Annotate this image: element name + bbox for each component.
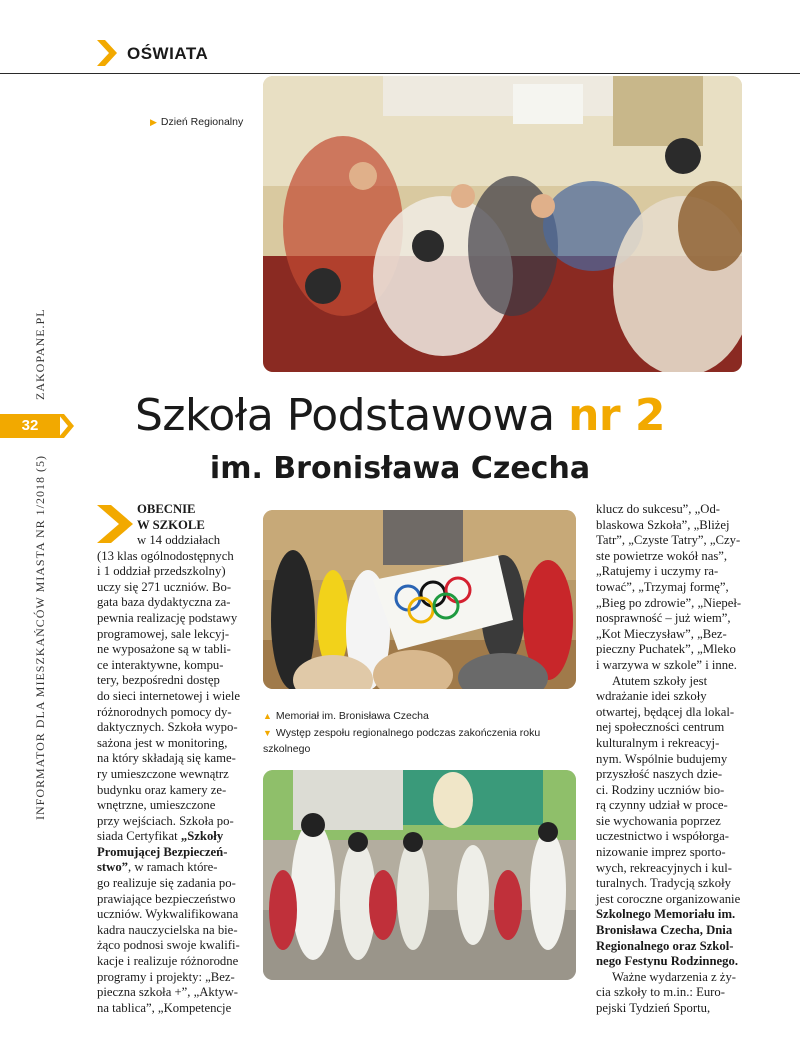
caption-bottom-text: Występ zespołu regionalnego podczas zakończenia roku szkolnego — [263, 727, 541, 755]
col1-line: prawiające bezpieczeństwo — [97, 891, 236, 906]
col1-line: ce interaktywne, kompu- — [97, 657, 224, 672]
col3-line: blaskowa Szkoła”, „Bliżej — [596, 517, 730, 532]
col3-line: „Bieg po zdrowie”, „Niepeł- — [596, 595, 742, 610]
col3-line: turalnych. Tradycją szkoły — [596, 876, 731, 891]
col3-line: „Kot Mieczysław”, „Bez- — [596, 626, 727, 641]
section-title: OŚWIATA — [127, 44, 209, 63]
col3-line: ci. Rodziny uczniów bio- — [596, 782, 725, 797]
col3-line: wych, rekreacyjnych i kul- — [596, 860, 732, 875]
col3-line: przyszłość naszych dzie- — [596, 767, 723, 782]
col3-line: nizowanie imprez sporto- — [596, 845, 726, 860]
photo-regional-day — [263, 76, 742, 372]
col3-line: nej społeczności centrum — [596, 720, 725, 735]
col3-line: wdrażanie idei szkoły — [596, 689, 707, 704]
cert-bold: stwo” — [97, 860, 129, 875]
col1-line: wnętrzne, umieszczone — [97, 798, 216, 813]
col1-line: kadra nauczycielska na bie- — [97, 922, 238, 937]
col3-line: kulturalnym i rekreacyj- — [596, 735, 720, 750]
title-main: Szkoła Podstawowa — [134, 390, 555, 441]
col1-line: siada Certyfikat — [97, 829, 178, 844]
col1-line: żąco podnosi swoje kwalifi- — [97, 938, 240, 953]
sidebar-publication: INFORMATOR DLA MIESZKAŃCÓW MIASTA NR 1/2018 (5) — [33, 455, 47, 820]
col3-line: „Ratujemy i uczymy ra- — [596, 564, 719, 579]
col3-line: Tatr”, „Czyste Tatry”, „Czy- — [596, 533, 741, 548]
col3-line: otwartej, będącej dla lokal- — [596, 704, 735, 719]
col3-line: Ważne wydarzenia z ży- — [612, 969, 737, 984]
col1-line: sażona jest w monitoring, — [97, 735, 228, 750]
col3-bold-line: Szkolnego Memoriału im. — [596, 907, 736, 922]
col1-line: uczniów. Wykwalifikowana — [97, 907, 239, 922]
col1-line: daktycznych. Szkoła wypo- — [97, 720, 238, 735]
col3-line: pejski Tydzień Sportu, — [596, 1001, 711, 1015]
col3-line: tować”, „Trzymaj formę”, — [596, 579, 729, 594]
col3-line: uczestnictwo i współorga- — [596, 829, 729, 844]
caption-bottom — [263, 725, 588, 757]
article-lead — [137, 502, 257, 533]
col3-line: sie wychowania poprzez — [596, 813, 721, 828]
col1-line: tery, bezpośredni dostęp — [97, 673, 220, 688]
col1-line: na który składają się kame- — [97, 751, 236, 766]
col1-line: programowej, sale lekcyj- — [97, 626, 230, 641]
col3-line: rą czynny udział w proce- — [596, 798, 728, 813]
page-number: 32 — [0, 414, 60, 438]
col3-line: jest coroczne organizowanie — [596, 891, 741, 906]
sidebar-site: ZAKOPANE.PL — [33, 308, 47, 400]
col3-line: klucz do sukcesu”, „Od- — [596, 502, 721, 516]
col1-line: przy wejściach. Szkoła po- — [97, 813, 234, 828]
col3-line: pieczny Puchatek”, „Mleko — [596, 642, 736, 657]
col1-cert-line — [97, 829, 257, 845]
section-chevron-icon — [97, 40, 117, 66]
title-accent: nr 2 — [568, 390, 666, 441]
caption-down-arrow-icon: ▼ — [263, 728, 272, 738]
caption-up-arrow-icon: ▲ — [263, 711, 272, 721]
col1-line: na tablica”, „Kompetencje — [97, 1000, 232, 1015]
col1-line: różnorodnych pomocy dy- — [97, 704, 232, 719]
col3-line: Atutem szkoły jest — [612, 673, 708, 688]
col3-line: ste powietrze wokół nas”, — [596, 548, 728, 563]
caption-middle — [263, 708, 583, 724]
col3-line: nym. Wspólnie budujemy — [596, 751, 728, 766]
col1-line: programy i projekty: „Bez- — [97, 969, 235, 984]
cert-bold: Promującej Bezpieczeń- — [97, 844, 228, 859]
col1-line: go realizuje się zadania po- — [97, 876, 236, 891]
page-title — [0, 390, 800, 441]
col3-bold-line: Bronisława Czecha, Dnia — [596, 923, 733, 938]
article-column-1 — [97, 533, 257, 1016]
lead-line-1: OBECNIE — [137, 502, 196, 516]
col3-bold-line: Regionalnego oraz Szkol- — [596, 938, 734, 953]
col1-line: ne wyposażone są w tabli- — [97, 642, 231, 657]
photo-folk-performance — [263, 770, 576, 980]
col1-line: i 1 oddział przedszkolny) — [97, 564, 226, 579]
col3-line: nosprawność – już wiem”, — [596, 611, 731, 626]
col1-line: uczy się 271 uczniów. Bo- — [97, 579, 232, 594]
col1-line: do sieci internetowej i wiele — [97, 688, 241, 703]
col1-line: pewnia realizację podstawy — [97, 610, 238, 625]
col3-bold-line: nego Festynu Rodzinnego. — [596, 954, 739, 969]
col3-line: cia szkoły to m.in.: Euro- — [596, 985, 725, 1000]
cert-bold: „Szkoły — [180, 829, 224, 844]
col1-line: w 14 oddziałach — [137, 533, 221, 547]
col1-line: (13 klas ogólnodostępnych — [97, 548, 234, 563]
col1-line: kacje i realizuje różnorodne — [97, 954, 239, 969]
caption-top-text: Dzień Regionalny — [160, 116, 244, 128]
caption-top — [150, 114, 243, 130]
article-column-3 — [596, 502, 746, 1017]
col1-line: budynku oraz kamery ze- — [97, 782, 227, 797]
lead-line-2: W SZKOLE — [137, 517, 205, 532]
caption-arrow-icon: ▶ — [150, 117, 157, 127]
section-divider — [0, 73, 800, 74]
col1-line: pieczna szkoła +”, „Aktyw- — [97, 985, 239, 1000]
col1-line: , w ramach które- — [128, 860, 218, 875]
col1-line: gata baza dydaktyczna za- — [97, 595, 231, 610]
col3-line: i warzywa w szkole” i inne. — [596, 657, 737, 672]
page-subtitle: im. Bronisława Czecha — [209, 451, 591, 486]
photo-memorial — [263, 510, 576, 689]
caption-middle-text: Memoriał im. Bronisława Czecha — [275, 710, 429, 722]
col1-line: ry umieszczone wewnątrz — [97, 766, 229, 781]
